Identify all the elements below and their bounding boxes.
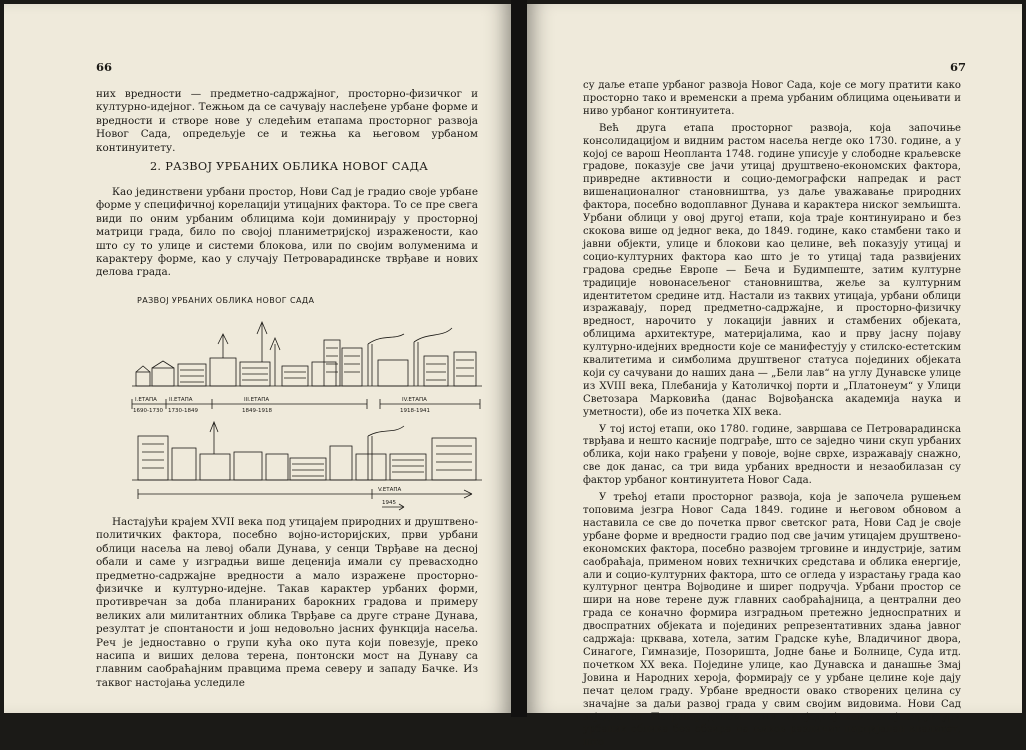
stage-5-years: 1945 bbox=[382, 500, 396, 506]
stage-1-years: 1690-1730 bbox=[133, 408, 163, 414]
intro-paragraph-block bbox=[96, 88, 478, 155]
paragraph-block-2 bbox=[96, 516, 478, 690]
book-gutter bbox=[511, 0, 527, 717]
urban-development-figure bbox=[132, 304, 482, 514]
stage-3-years: 1849-1918 bbox=[242, 408, 272, 414]
stage-2-years: 1730-1849 bbox=[168, 408, 198, 414]
right-text-column bbox=[583, 80, 961, 750]
paragraph-block-1 bbox=[96, 186, 478, 280]
left-page bbox=[4, 4, 511, 713]
stage-2-label: II.ЕТАПА bbox=[169, 397, 193, 403]
page-number: 66 bbox=[96, 60, 113, 74]
body-paragraph: У тој истој етапи, око 1780. године, завршава се Петроварадинска тврђава и нешто касније подграђе, што се заједно чини скуп урбаних облика, који нако грађени у повоје, војне сврхе, изражавају снажно, све док данас, са три вида урбаних вредности и незаобилазан су фактор урбаног континуитета Новог Сада. bbox=[583, 423, 961, 487]
stage-5-label: V.ЕТАПА bbox=[378, 487, 402, 493]
stage-1-label: I.ЕТАПА bbox=[135, 397, 157, 403]
stage-4-label: IV.ЕТАПА bbox=[402, 397, 427, 403]
right-page bbox=[527, 4, 1022, 749]
body-paragraph: У трећој етапи просторног развоја, која је започела рушењем топовима језгра Новог Сада 1849. године и његовом обновом а наставила се све до почетка првог светског рата, Нови Сад је своје урбане форме и вредности градио под све јачим утицајем друштвено-економских фактора, посебно развојем трговине и индустрије, затим саобраћаја, применом нових техничких средстава и облика енергије, али и социо-културних фактора, што се огледа у израстању града као културног центра Војводине и ширег подручја. Урбани простор се шири на нове терене дуж главних саобраћајница, а централни део града се коначно формира изградњом претежно једноспратних и двоспратних објеката и појединих репрезентативних здања јавног садржаја: црквава, хотела, затим Градске куће, Владичиног двора, Синагоге, Гимназије, Позоришта, Јодне бање и Болнице, Суда итд. почетком XX века. Појединe улице, као Дунавска и данашње Змај Јовина и Народних хероја, формирају се у урбане целине које дају печат целом граду. Урбане вредности овако створених целина су значајне за даљи развој града у свим својим видовима. Нови Сад заједно са Петроварадином тежи ка једној хомогеној структури урбаних облика без обзира на њихов различит парцијалан квалитет, што bbox=[583, 492, 961, 749]
body-paragraph: Већ друга етапа просторног развоја, која започиње консолидацијом и видним растом насеља негде око 1730. године, а у којој се варош Неопланта 1748. године уписује у слободне краљевске градове, показује све јачи утицај друштвено-економских фактора, привредне активности и социо-демографски напредак и раст вишенационалног становништва, уз даље уважавање природних фактора, посебно водоплавног Дунава и карактера ниског земљишта. Урбани облици у овој другој етапи, која траје континуирано и без скокова више од једног века, до 1849. године, како стамбени тако и јавни објекти, улице и блокови као целине, већ показују утицај и социо-културних фактора као што је то утицај тада развијених градова средње Европе — Беча и Будимпеште, затим културне традиције новонасељеног становништва, жеље за културним идентитетом средине итд. Настали из таквих утицаја, урбани облици изражавају, поред предметно-садржајне, и просторно-физичку вредност, нарочито у локацији јавних и стамбених објеката, облицима архитектуре, материјалима, као и прву јасну појаву културно-идејних вредности које се манифестују у стилско-естетским квалитетима и симболима друштвеног статуса појединих објеката који су сачувани до наших дана — „Бели лав“ на углу Дунавске улице из XVIII века, Плебанија у Католичкој порти и „Платонеум“ у Улици Светозара Марковића (данас Војвођанска академија наука и уметности), обе из почетка XIX века. bbox=[583, 122, 961, 418]
section-heading: 2. РАЗВОЈ УРБАНИХ ОБЛИКА НОВОГ САДА bbox=[149, 160, 429, 173]
stage-4-years: 1918-1941 bbox=[400, 408, 430, 414]
body-paragraph: Као јединствени урбани простор, Нови Сад је градио своје урбане форме у специфичној корелацији утицајних фактора. То се пре свега види по оним урбаним облицима који доминирају у просторној матрици града, било по својој планиметријској изражености, као што су то улице и системи блокова, или по својим волуменима и карактеру форме, као у случају Петроварадинске тврђаве и нових делова града. bbox=[96, 186, 478, 279]
figure-title: РАЗВОЈ УРБАНИХ ОБЛИКА НОВОГ САДА bbox=[137, 296, 315, 305]
city-skyline-drawing bbox=[132, 304, 482, 514]
body-paragraph: Настајући крајем XVII века под утицајем природних и друштвено-политичких фактора, посебно војно-историјских, први урбани облици насеља на левој обали Дунава, у сенци Тврђаве на десној обали и саме у изградњи више деценија имали су превасходно предметно-садржајне вредности а мало изражене просторно-физичке и културно-идејне. Такав карактер урбаних форми, противречан за доба планираних барокних градова и примеру великих али милитантних облика Тврђаве са друге стране Дунава, резултат је спонтаности и још недовољно јасних функција насеља. Реч је једноставно о групи кућа око пута који повезује, преко насипа и виших делова терена, понтонски мост на Дунаву са главним саобраћајним правцима према северу и западу Бачке. Из таквог настојања уследиле bbox=[96, 516, 478, 689]
body-paragraph: су даље етапе урбаног развоја Новог Сада, које се могу пратити како просторно тако и временски а према урбаним облицима оцењивати и ниво урбаног континуитета. bbox=[583, 80, 961, 117]
stage-3-label: III.ЕТАПА bbox=[244, 397, 270, 403]
page-number: 67 bbox=[950, 60, 967, 74]
intro-paragraph: них вредности — предметно-садржајног, просторно-физичког и културно-идејног. Тежњом да се сачувају наслеђене урбане форме и вредности и створе нове у следећим етапама просторног развоја Новог Сада, опредељује се и тежња ка његовом урбаном континуитету. bbox=[96, 88, 478, 154]
